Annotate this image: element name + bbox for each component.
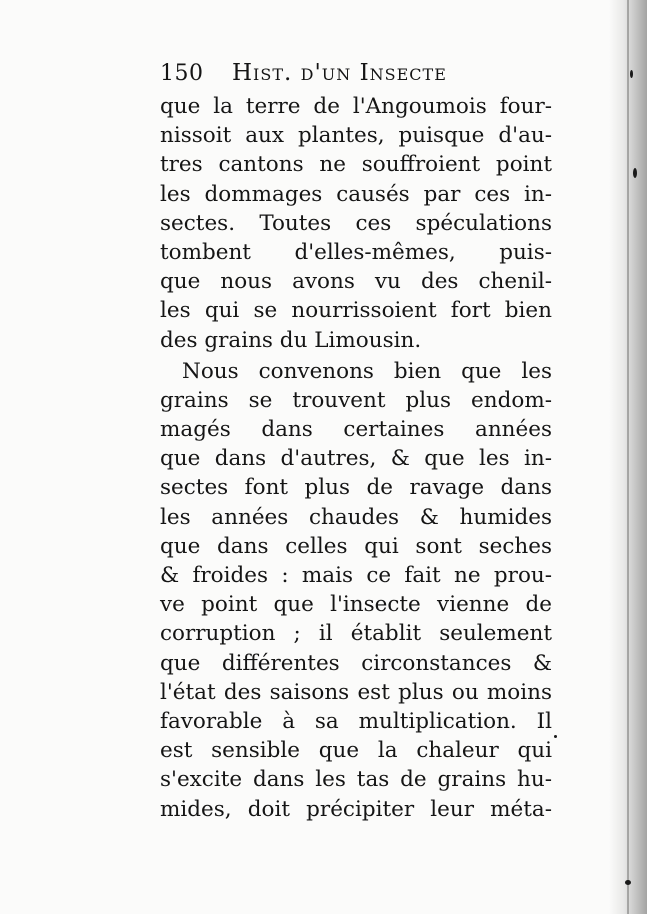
text-line: des grains du Limousin. [160, 327, 422, 353]
paragraph-2 [160, 357, 552, 824]
page-text-block [160, 60, 552, 824]
ink-speck [625, 880, 631, 885]
text-line: grains se trouvent plus endom- [160, 387, 552, 413]
text-line: sectes. Toutes ces spéculations [160, 210, 552, 236]
text-line: que différentes circonstances & [160, 650, 552, 676]
ink-speck [633, 168, 637, 178]
text-line: & froides : mais ce fait ne prou- [160, 563, 552, 588]
text-line: les qui se nourrissoient fort bien [160, 298, 552, 324]
text-line: que nous avons vu des chenil- [160, 269, 552, 295]
text-line: nissoit aux plantes, puisque d'au- [160, 123, 552, 149]
running-title: Hist. d'un Insecte [232, 60, 447, 86]
text-line: mides, doit précipiter leur méta- [160, 796, 552, 822]
text-line: que dans d'autres, & que les in- [160, 446, 552, 472]
text-line: sectes font plus de ravage dans [160, 475, 552, 501]
text-line: tombent d'elles-mêmes, puis- [160, 239, 552, 265]
text-line: Nous convenons bien que les [182, 358, 552, 384]
ink-speck [554, 735, 557, 738]
text-line: ve point que l'insecte vienne de [160, 592, 552, 618]
text-line: magés dans certaines années [160, 417, 552, 443]
page-header [160, 60, 552, 92]
page-gutter-edge [627, 0, 629, 914]
text-line: les années chaudes & humides [160, 504, 552, 530]
text-line: l'état des saisons est plus ou moins [160, 679, 552, 705]
text-line: favorable à sa multiplication. Il [160, 708, 552, 734]
text-line: les dommages causés par ces in- [160, 181, 552, 207]
text-line: est sensible que la chaleur qui [160, 738, 552, 764]
page-number: 150 [160, 61, 204, 86]
text-line: que la terre de l'Angoumois four- [160, 94, 552, 119]
paragraph-1 [160, 92, 552, 355]
text-line: que dans celles qui sont seches [160, 533, 552, 559]
text-line: tres cantons ne souffroient point [160, 152, 552, 178]
text-line: s'excite dans les tas de grains hu- [160, 767, 552, 793]
ink-speck [630, 70, 633, 78]
text-line: corruption ; il établit seulement [160, 621, 552, 647]
